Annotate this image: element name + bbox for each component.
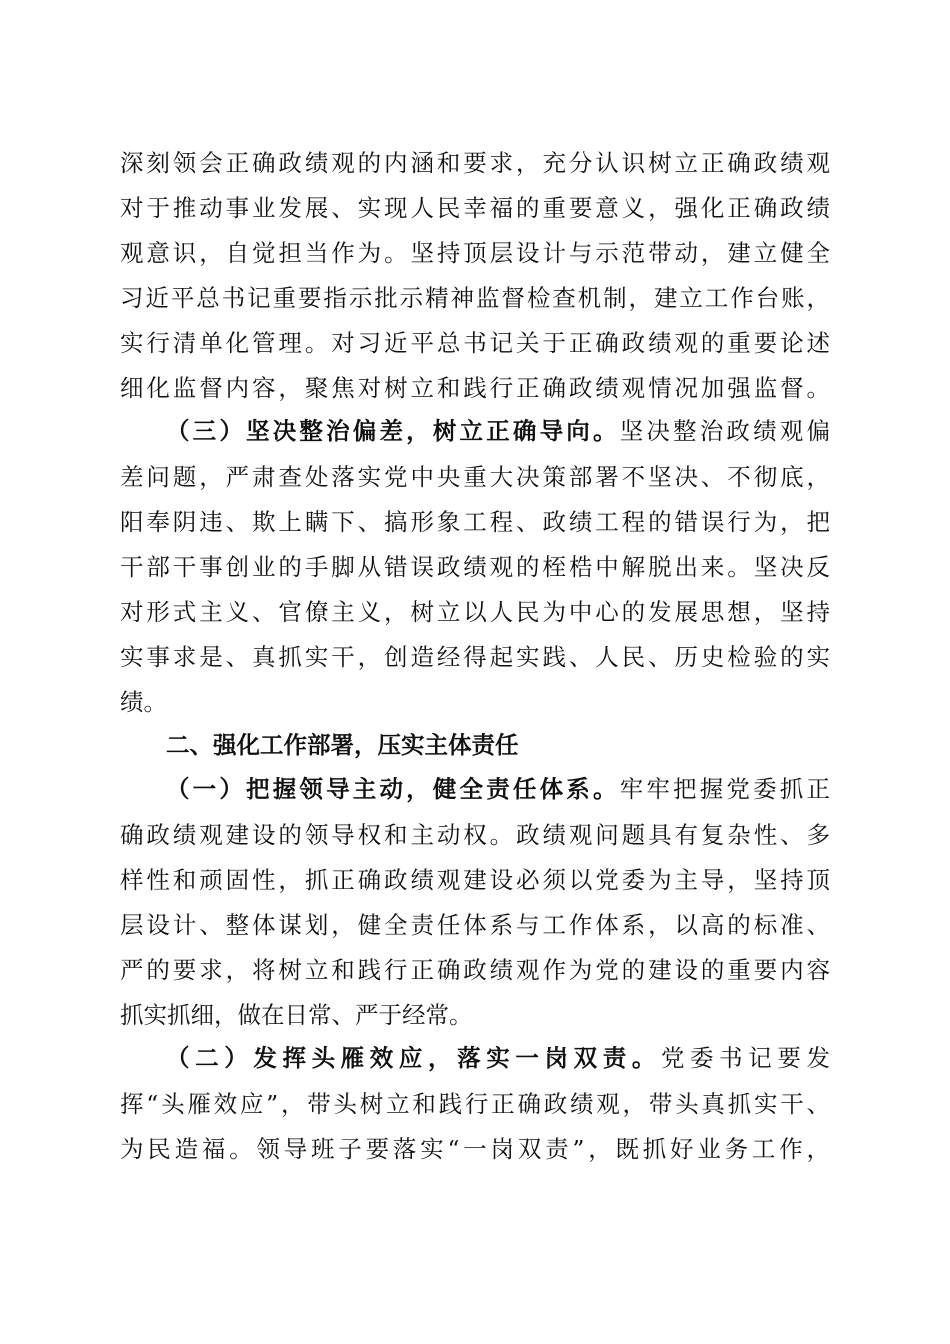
paragraph-line: 深刻领会正确政绩观的内涵和要求，充分认识树立正确政绩观 (120, 149, 830, 177)
paragraph-line: 对于推动事业发展、实现人民幸福的重要意义，强化正确政绩 (120, 194, 830, 222)
section-heading: 二、强化工作部署，压实主体责任 (166, 731, 519, 759)
paragraph-line: 细化监督内容，聚焦对树立和践行正确政绩观情况加强监督。 (120, 374, 830, 402)
paragraph-line: 为民造福。领导班子要落实“一岗双责”，既抓好业务工作， (120, 1135, 830, 1163)
paragraph-line: 干部干事创业的手脚从错误政绩观的桎梏中解脱出来。坚决反 (120, 553, 830, 581)
paragraph-line: 挥“头雁效应”，带头树立和践行正确政绩观，带头真抓实干、 (120, 1090, 830, 1118)
paragraph-first-line (166, 1035, 830, 1081)
paragraph-line: 严的要求，将树立和践行正确政绩观作为党的建设的重要内容 (120, 956, 830, 984)
paragraph-text: 党委书记要发 (660, 1044, 830, 1072)
paragraph-line: 差问题，严肃查处落实党中央重大决策部署不坚决、不彻底， (120, 463, 830, 491)
paragraph-line: 绩。 (120, 688, 167, 716)
paragraph-first-line (166, 408, 830, 454)
paragraph-line: 阳奉阴违、欺上瞒下、搞形象工程、政绩工程的错误行为，把 (120, 508, 830, 536)
subsection-heading: （三）坚决整治偏差，树立正确导向。 (166, 417, 620, 445)
subsection-heading: （二）发挥头雁效应，落实一岗双责。 (166, 1044, 661, 1072)
paragraph-line: 习近平总书记重要指示批示精神监督检查机制，建立工作台账， (120, 284, 830, 312)
paragraph-first-line (166, 766, 830, 812)
paragraph-line: 对形式主义、官僚主义，树立以人民为中心的发展思想，坚持 (120, 598, 830, 626)
paragraph-line: 抓实抓细，做在日常、严于经常。 (120, 1001, 473, 1029)
paragraph-line: 观意识，自觉担当作为。坚持顶层设计与示范带动，建立健全 (120, 239, 830, 267)
paragraph-line: 确政绩观建设的领导权和主动权。政绩观问题具有复杂性、多 (120, 821, 830, 849)
paragraph-text: 坚决整治政绩观偏 (619, 417, 830, 445)
paragraph-line: 样性和顽固性，抓正确政绩观建设必须以党委为主导，坚持顶 (120, 866, 830, 894)
paragraph-line: 实行清单化管理。对习近平总书记关于正确政绩观的重要论述 (120, 329, 830, 357)
paragraph-line: 层设计、整体谋划，健全责任体系与工作体系，以高的标准、 (120, 911, 830, 939)
subsection-heading: （一）把握领导主动，健全责任体系。 (166, 775, 620, 803)
paragraph-text: 牢牢把握党委抓正 (619, 775, 830, 803)
paragraph-line: 实事求是、真抓实干，创造经得起实践、人民、历史检验的实 (120, 643, 830, 671)
